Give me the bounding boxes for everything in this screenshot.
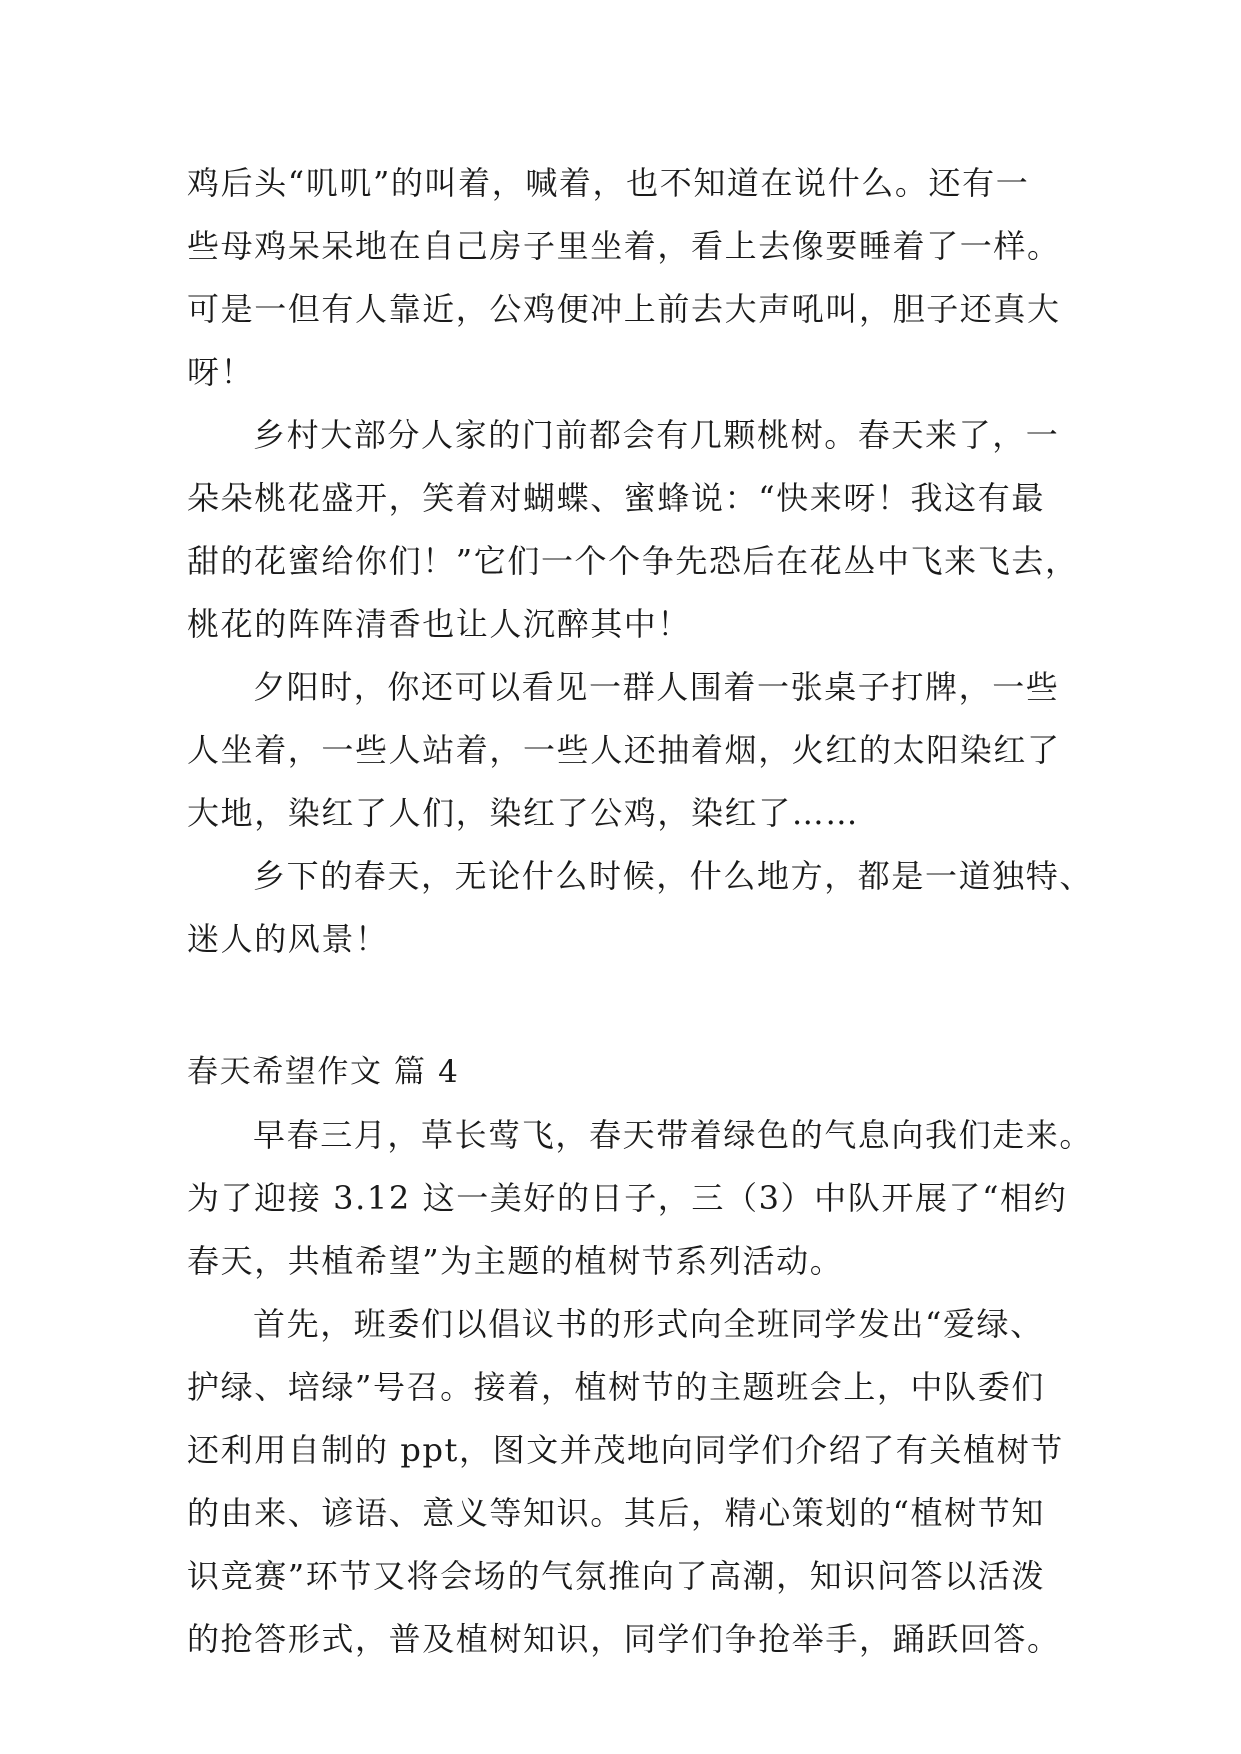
- paragraph: [187, 1104, 1094, 1293]
- paragraph: [187, 404, 1087, 656]
- text-line: 鸡后头“叽叽”的叫着，喊着，也不知道在说什么。还有一: [187, 164, 1030, 202]
- paragraph: [187, 656, 1087, 845]
- text-line: 迷人的风景！: [187, 920, 389, 958]
- section-heading: 春天希望作文 篇 4: [187, 1054, 460, 1090]
- text-line: 首先，班委们以倡议书的形式向全班同学发出“爱绿、: [253, 1305, 1044, 1343]
- text-line: 的由来、谚语、意义等知识。其后，精心策划的“植树节知: [187, 1494, 1045, 1532]
- text-line: 大地，染红了人们，染红了公鸡，染红了……: [187, 794, 860, 832]
- text-line: 的抢答形式，普及植树知识，同学们争抢举手，踊跃回答。: [187, 1620, 1061, 1658]
- text-line: 春天，共植希望”为主题的植树节系列活动。: [187, 1242, 844, 1280]
- paragraph: [187, 845, 1094, 971]
- section-2: [187, 1041, 1094, 1671]
- text-line: 乡下的春天，无论什么时候，什么地方，都是一道独特、: [253, 857, 1094, 895]
- text-line: 呀！: [187, 353, 255, 391]
- text-line: 可是一但有人靠近，公鸡便冲上前去大声吼叫，胆子还真大: [187, 290, 1061, 328]
- text-line: 识竞赛”环节又将会场的气氛推向了高潮，知识问答以活泼: [187, 1557, 1045, 1595]
- text-line: 桃花的阵阵清香也让人沉醉其中！: [187, 605, 692, 643]
- document-page: [187, 152, 1094, 1671]
- text-line: 朵朵桃花盛开，笑着对蝴蝶、蜜蜂说：“快来呀！我这有最: [187, 479, 1045, 517]
- text-line: 乡村大部分人家的门前都会有几颗桃树。春天来了，一: [253, 416, 1060, 454]
- text-line: 甜的花蜜给你们！”它们一个个争先恐后在花丛中飞来飞去，: [187, 542, 1079, 580]
- text-line: 还利用自制的 ppt，图文并茂地向同学们介绍了有关植树节: [187, 1431, 1064, 1469]
- paragraph: [187, 152, 1087, 404]
- text-line: 些母鸡呆呆地在自己房子里坐着，看上去像要睡着了一样。: [187, 227, 1061, 265]
- text-line: 护绿、培绿”号召。接着，植树节的主题班会上，中队委们: [187, 1368, 1045, 1406]
- text-line: 人坐着，一些人站着，一些人还抽着烟，火红的太阳染红了: [187, 731, 1061, 769]
- text-line: 为了迎接 3.12 这一美好的日子，三（3）中队开展了“相约: [187, 1179, 1068, 1217]
- paragraph: [187, 1293, 1087, 1671]
- section-1: [187, 152, 1094, 971]
- text-line: 早春三月，草长莺飞，春天带着绿色的气息向我们走来。: [253, 1116, 1094, 1154]
- text-line: 夕阳时，你还可以看见一群人围着一张桌子打牌，一些: [253, 668, 1060, 706]
